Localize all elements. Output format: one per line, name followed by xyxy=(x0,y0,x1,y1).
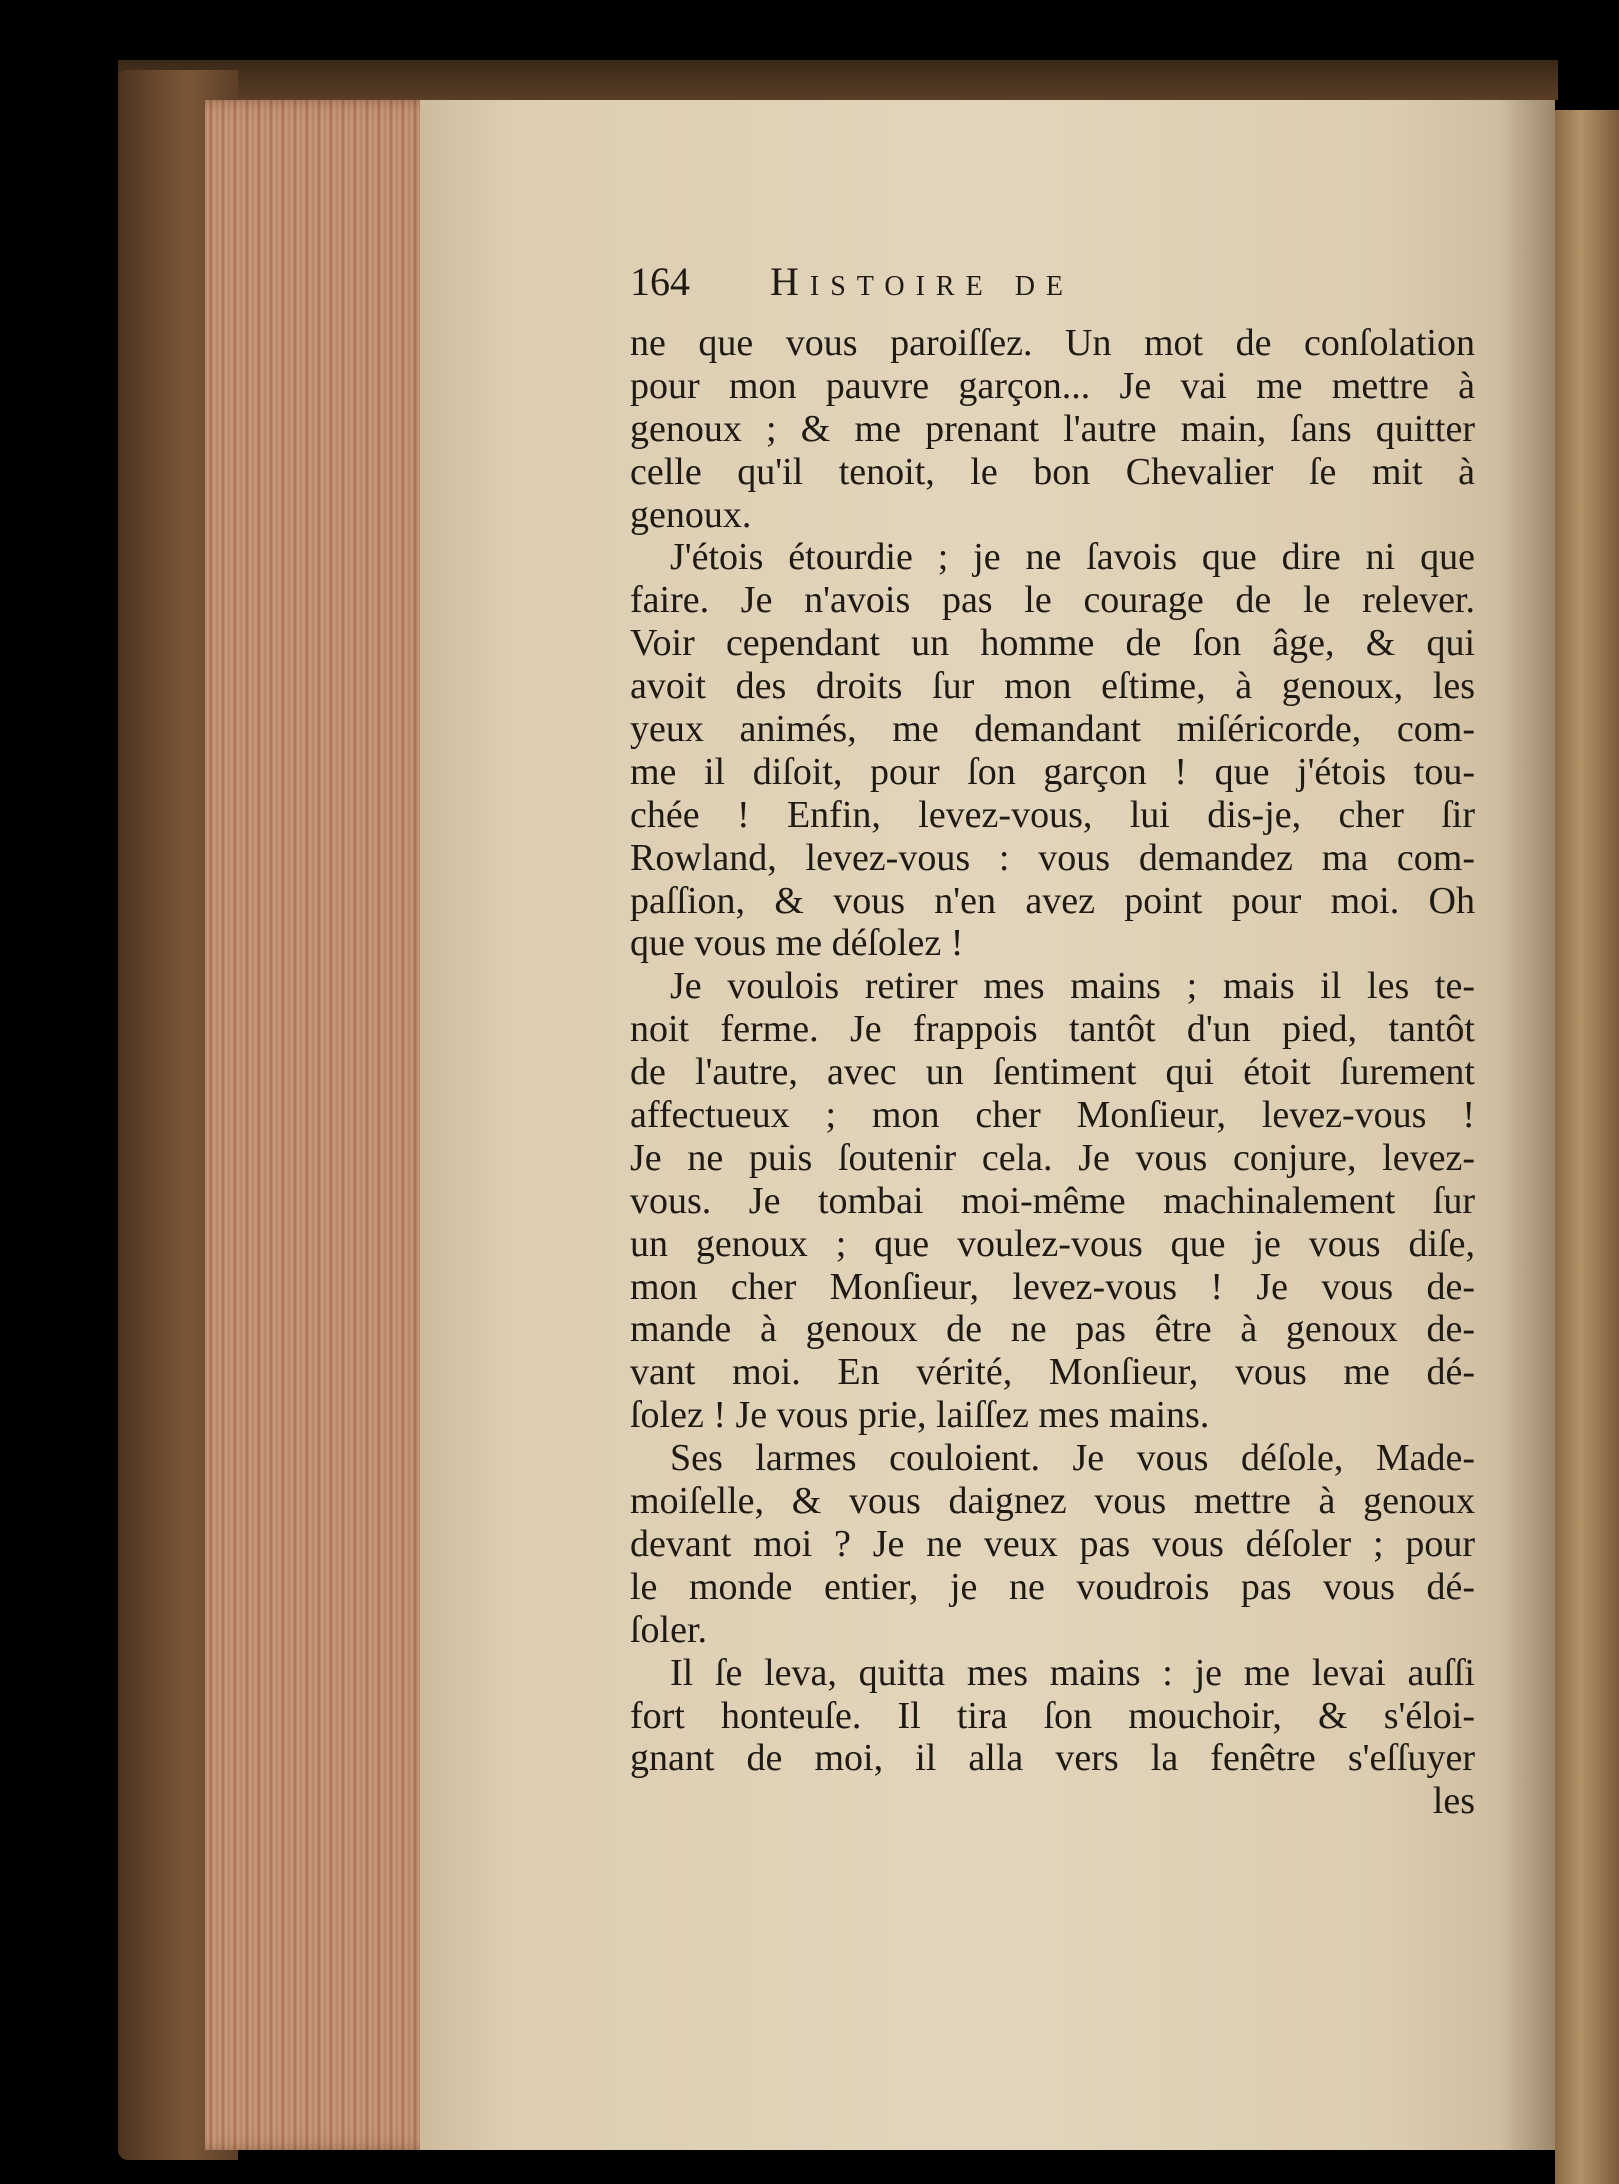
text-line: fort honteuſe. Il tira ſon mouchoir, & s'éloi- xyxy=(630,1694,1475,1737)
text-line: genoux. xyxy=(630,493,752,536)
text-line: moiſelle, & vous daignez vous mettre à genoux xyxy=(630,1480,1475,1523)
text-line: paſſion, & vous n'en avez point pour moi. Oh xyxy=(630,879,1475,922)
text-line: affectueux ; mon cher Monſieur, levez-vous ! xyxy=(630,1094,1475,1137)
text-line: le monde entier, je ne voudrois pas vous dé- xyxy=(630,1565,1475,1608)
text-line: mon cher Monſieur, levez-vous ! Je vous de- xyxy=(630,1265,1475,1308)
text-line: yeux animés, me demandant miſéricorde, com- xyxy=(630,708,1475,751)
text-line: gnant de moi, il alla vers la fenêtre s'eſſuyer xyxy=(630,1737,1475,1780)
text-line: ſoler. xyxy=(630,1608,708,1651)
running-header xyxy=(630,258,1475,320)
text-line: chée ! Enfin, levez-vous, lui dis-je, cher ſir xyxy=(630,793,1475,836)
text-line: Voir cependant un homme de ſon âge, & qui xyxy=(630,622,1475,665)
text-line: vant moi. En vérité, Monſieur, vous me dé- xyxy=(630,1351,1475,1394)
gutter-shadow xyxy=(1500,100,1555,2150)
text-line: pour mon pauvre garçon... Je vai me mettre à xyxy=(630,364,1475,407)
text-line: Ses larmes couloient. Je vous déſole, Made- xyxy=(670,1437,1475,1480)
text-line: ne que vous paroiſſez. Un mot de conſolation xyxy=(630,322,1475,364)
text-line: devant moi ? Je ne veux pas vous déſoler ; pour xyxy=(630,1522,1475,1565)
running-title: Histoire de xyxy=(770,259,1075,304)
page-text xyxy=(630,258,1475,1823)
text-line: Je ne puis ſoutenir cela. Je vous conjure, levez- xyxy=(630,1136,1475,1179)
text-line: que vous me déſolez ! xyxy=(630,922,964,965)
text-line: me il diſoit, pour ſon garçon ! que j'étois tou- xyxy=(630,750,1475,793)
text-line: genoux ; & me prenant l'autre main, ſans quitter xyxy=(630,407,1475,450)
text-line: Rowland, levez-vous : vous demandez ma com- xyxy=(630,836,1475,879)
page-number: 164 xyxy=(630,259,690,304)
book-cover-top-edge xyxy=(118,60,1558,100)
text-line: celle qu'il tenoit, le bon Chevalier ſe mit à xyxy=(630,450,1475,493)
text-line: vous. Je tombai moi-même machinalement ſur xyxy=(630,1179,1475,1222)
facing-page-edge xyxy=(1555,110,1619,2184)
text-line: ſolez ! Je vous prie, laiſſez mes mains. xyxy=(630,1394,1210,1437)
catchword: les xyxy=(1432,1780,1475,1823)
text-line: avoit des droits ſur mon eſtime, à genoux, les xyxy=(630,665,1475,708)
text-line: faire. Je n'avois pas le courage de le relever. xyxy=(630,579,1475,622)
text-line: un genoux ; que voulez-vous que je vous diſe, xyxy=(630,1222,1475,1265)
text-line: Je voulois retirer mes mains ; mais il les te- xyxy=(670,965,1475,1008)
page-block-fore-edge xyxy=(205,100,435,2150)
text-line: mande à genoux de ne pas être à genoux de- xyxy=(630,1308,1475,1351)
text-line: Il ſe leva, quitta mes mains : je me levai auſſi xyxy=(670,1651,1475,1694)
text-line: J'étois étourdie ; je ne ſavois que dire ni que xyxy=(670,536,1475,579)
text-line: noit ferme. Je frappois tantôt d'un pied, tantôt xyxy=(630,1008,1475,1051)
text-line: de l'autre, avec un ſentiment qui étoit ſurement xyxy=(630,1051,1475,1094)
